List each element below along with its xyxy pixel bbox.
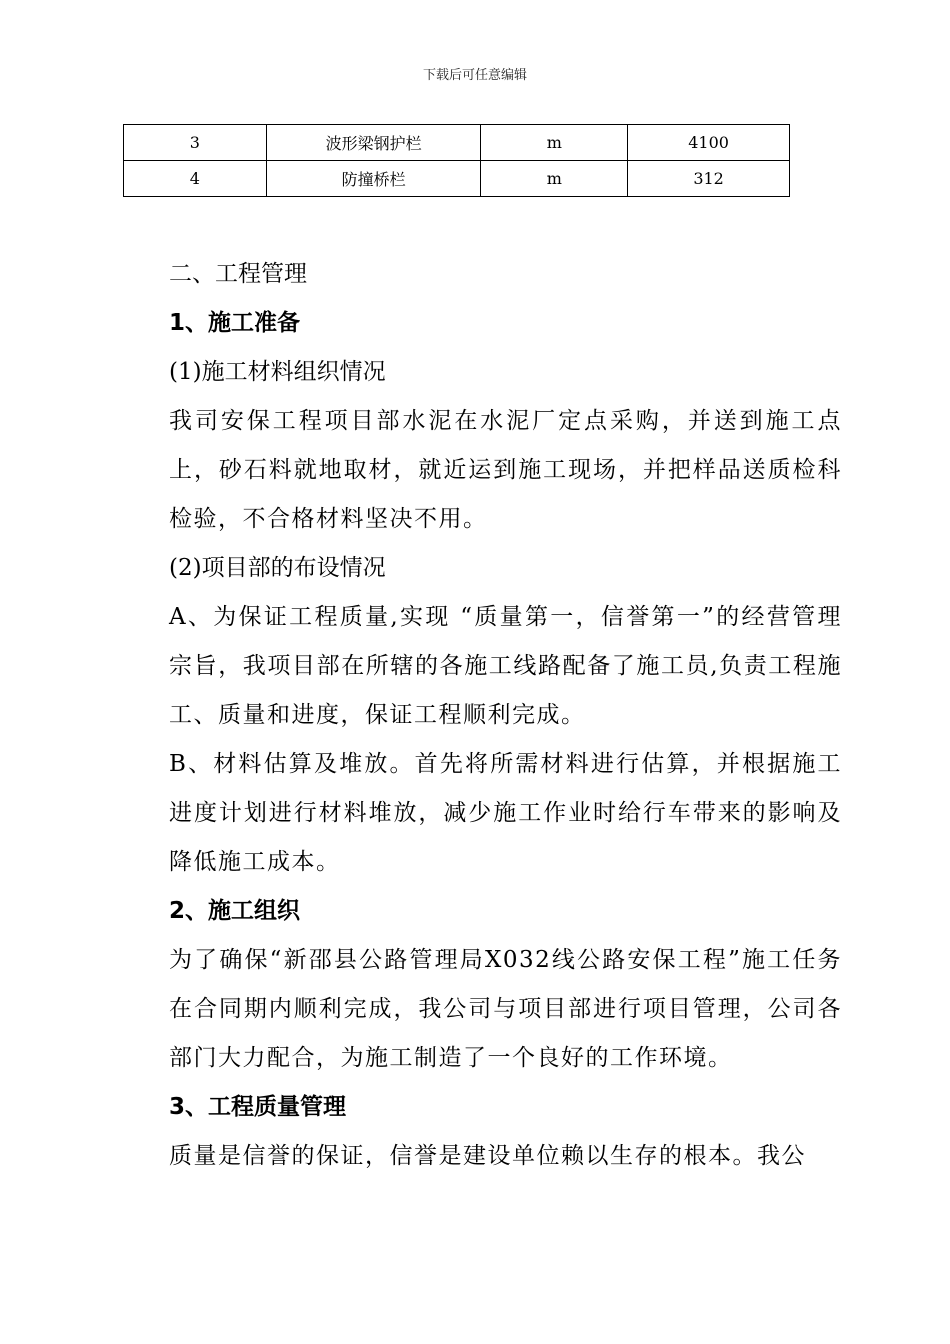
paragraph-materials: 我司安保工程项目部水泥在水泥厂定点采购，并送到施工点上，砂石料就地取材，就近运到施工现场，并把样品送质检科检验，不合格材料坚决不用。: [169, 408, 842, 532]
paragraph-quality-goal: A、为保证工程质量,实现 “质量第一，信誉第一”的经营管理宗旨，我项目部在所辖的各施工线路配备了施工员,负责工程施工、质量和进度，保证工程顺利完成。: [169, 604, 842, 728]
subheading-materials: (1)施工材料组织情况: [169, 359, 386, 385]
section-title: 二、工程管理: [169, 261, 307, 287]
paragraph-quality: 质量是信誉的保证，信誉是建设单位赖以生存的根本。我公: [169, 1143, 806, 1169]
subheading-project-setup: (2)项目部的布设情况: [169, 555, 386, 581]
document-body: [120, 250, 842, 1181]
paragraph-organization: 为了确保“新邵县公路管理局X032线公路安保工程”施工任务在合同期内顺利完成，我公司与项目部进行项目管理，公司各部门大力配合，为施工制造了一个良好的工作环境。: [169, 947, 842, 1071]
item-quantity-cell: 4100: [628, 125, 790, 161]
heading-quality-management: 3、工程质量管理: [169, 1094, 347, 1120]
item-name-cell: 防撞桥栏: [266, 161, 481, 197]
item-number-cell: 4: [124, 161, 267, 197]
heading-construction-preparation: 1、施工准备: [169, 310, 301, 336]
paragraph-material-estimate: B、材料估算及堆放。首先将所需材料进行估算，并根据施工进度计划进行材料堆放，减少施工作业时给行车带来的影响及降低施工成本。: [169, 751, 842, 875]
table-row: [124, 125, 790, 161]
table-row: [124, 161, 790, 197]
item-unit-cell: m: [481, 125, 628, 161]
item-unit-cell: m: [481, 161, 628, 197]
heading-construction-organization: 2、施工组织: [169, 898, 301, 924]
quantity-table: [123, 124, 790, 197]
page-header-note: 下载后可任意编辑: [422, 68, 527, 83]
item-quantity-cell: 312: [628, 161, 790, 197]
item-name-cell: 波形梁钢护栏: [266, 125, 481, 161]
item-number-cell: 3: [124, 125, 267, 161]
